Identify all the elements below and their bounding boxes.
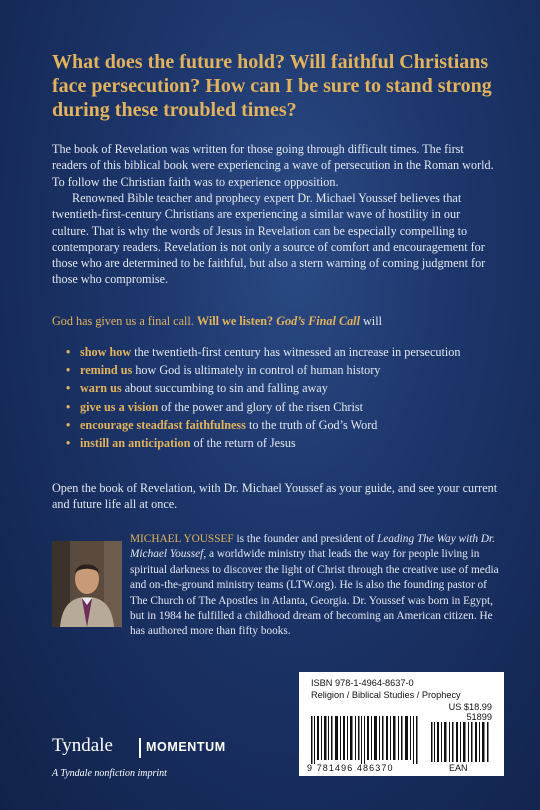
list-item — [66, 400, 486, 416]
bullet-dot: • — [66, 381, 71, 396]
bio-text-2: , a worldwide ministry that leads the way for people living in spiritual darkness to discover the light of Christ through the creative use of media and on-the-ground ministry teams (LTW.org). He is also the founding pastor of The Church of The Apostles in Atlanta, Georgia. Dr. Youssef was born in Egypt, but in 1984 he fulfilled a childhood dream of becoming an American citizen. He has authored more than fifty books. — [130, 548, 499, 638]
headline: What does the future hold? Will faithful Christians face persecution? How can I be sure to stand strong during these troubled times? — [52, 51, 492, 121]
list-item — [66, 345, 486, 361]
bullet-emphasis: warn us — [80, 381, 122, 396]
logo-divider — [139, 738, 141, 758]
final-call-line — [52, 313, 498, 329]
bullet-text: of the power and glory of the risen Christ — [161, 399, 364, 414]
bullet-emphasis: remind us — [80, 363, 133, 378]
callout-lead: God has given us a final call. — [52, 314, 194, 328]
callout-question: Will we listen? — [196, 314, 274, 328]
bullet-emphasis: give us a vision — [80, 399, 159, 414]
author-bio — [130, 532, 500, 640]
bullet-dot: • — [66, 417, 71, 432]
barcode-bars — [299, 672, 504, 776]
bullet-text: to the truth of God’s Word — [248, 417, 378, 432]
list-item — [66, 436, 486, 452]
momentum-logo: MOMENTUM — [146, 740, 226, 754]
bullet-text: the twentieth-first century has witnessed an increase in persecution — [134, 345, 461, 359]
barcode-digits: 9 781496 486370 — [307, 763, 394, 773]
bullet-dot: • — [66, 345, 71, 359]
bullet-text: of the return of Jesus — [193, 435, 296, 450]
price-code-text: 51899 — [466, 712, 492, 722]
list-item — [66, 418, 486, 434]
tyndale-logo: Tyndale — [52, 735, 113, 756]
author-name: MICHAEL YOUSSEF — [130, 533, 234, 545]
barcode-panel — [299, 672, 504, 776]
price-text: US $18.99 — [448, 702, 492, 712]
author-belief-paragraph: Renowned Bible teacher and prophecy expert Dr. Michael Youssef believes that twentieth-first-century Christians are experiencing a similar wave of hostility in our culture. That is why the words of Jesus in Revelation can be especially compelling to contemporary readers. Revelation is not only a source of comfort and encouragement for those who are determined to be faithful, but also a stern warning of coming judgment for those who compromise. — [52, 191, 486, 287]
intro-paragraph: The book of Revelation was written for those going through difficult times. The first readers of this biblical book were experiencing a wave of persecution in the Roman world. To follow the Christian faith was to experience opposition. — [52, 142, 494, 189]
list-item — [66, 381, 486, 397]
bullet-dot: • — [66, 363, 71, 378]
bullet-emphasis: encourage steadfast faithfulness — [80, 417, 246, 432]
bullet-text: how God is ultimately in control of human history — [135, 363, 381, 378]
ministry-name: Leading The Way with Dr. Michael Youssef — [130, 533, 495, 561]
bullet-text: about succumbing to sin and falling away — [124, 381, 328, 396]
bullet-emphasis: instill an anticipation — [80, 435, 191, 450]
bullet-emphasis: show how — [80, 345, 132, 359]
ean-label: EAN — [449, 763, 468, 773]
callout-tail: will — [363, 314, 382, 328]
bullet-dot: • — [66, 435, 71, 450]
author-portrait-illustration — [52, 541, 122, 627]
isbn-text: ISBN 978-1-4964-8637-0 — [311, 678, 414, 688]
author-photo — [52, 541, 122, 627]
book-title: God’s Final Call — [276, 314, 360, 328]
closing-paragraph: Open the book of Revelation, with Dr. Michael Youssef as your guide, and see your current and future life all at once. — [52, 481, 498, 512]
bullet-dot: • — [66, 399, 71, 414]
category-text: Religion / Biblical Studies / Prophecy — [311, 690, 461, 700]
bio-text-1: is the founder and president of — [236, 533, 375, 545]
imprint-tagline: A Tyndale nonfiction imprint — [52, 768, 167, 779]
list-item — [66, 363, 486, 379]
benefits-list — [66, 345, 486, 454]
